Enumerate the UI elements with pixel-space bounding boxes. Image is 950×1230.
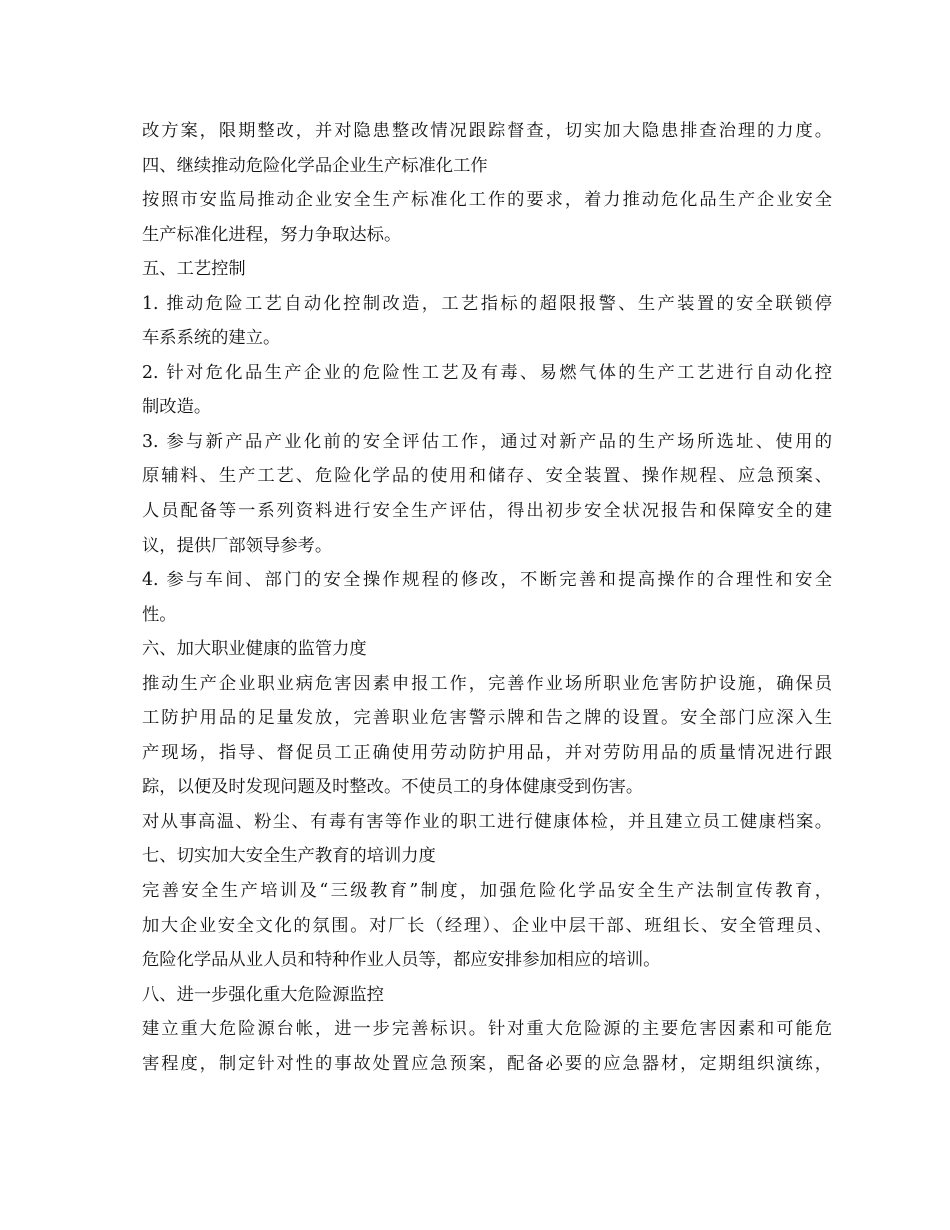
- paragraph-line: 改方案，限期整改，并对隐患整改情况跟踪督查，切实加大隐患排查治理的力度。: [142, 121, 832, 141]
- paragraph-line: 制改造。: [142, 397, 212, 418]
- section-heading: 五、工艺控制: [142, 259, 246, 280]
- paragraph-line: 危险化学品从业人员和特种作业人员等，都应安排参加相应的培训。: [142, 950, 661, 971]
- paragraph-line: 产现场，指导、督促员工正确使用劳动防护用品，并对劳防用品的质量情况进行跟: [142, 742, 832, 763]
- paragraph-line: 3. 参与新产品产业化前的安全评估工作，通过对新产品的生产场所选址、使用的: [142, 431, 832, 452]
- paragraph-line: 工防护用品的足量发放，完善职业危害警示牌和告之牌的设置。安全部门应深入生: [142, 708, 832, 729]
- paragraph-line: 推动生产企业职业病危害因素申报工作，完善作业场所职业危害防护设施，确保员: [142, 673, 832, 694]
- paragraph-line: 人员配备等一系列资料进行安全生产评估，得出初步安全状况报告和保障安全的建: [142, 501, 832, 522]
- paragraph-line: 加大企业安全文化的氛围。对厂长（经理）、企业中层干部、班组长、安全管理员、: [142, 915, 832, 936]
- paragraph-line: 4. 参与车间、部门的安全操作规程的修改，不断完善和提高操作的合理性和安全: [142, 570, 832, 591]
- paragraph-line: 原辅料、生产工艺、危险化学品的使用和储存、安全装置、操作规程、应急预案、: [142, 466, 832, 487]
- document-page: [142, 114, 832, 1081]
- section-heading: 六、加大职业健康的监管力度: [142, 639, 367, 660]
- paragraph-line: 踪，以便及时发现问题及时整改。不使员工的身体健康受到伤害。: [142, 777, 644, 798]
- section-heading: 八、进一步强化重大危险源监控: [142, 984, 384, 1005]
- section-heading: 七、切实加大安全生产教育的培训力度: [142, 846, 436, 867]
- paragraph-line: 2. 针对危化品生产企业的危险性工艺及有毒、易燃气体的生产工艺进行自动化控: [142, 362, 832, 383]
- section-heading: 四、继续推动危险化学品企业生产标准化工作: [142, 155, 488, 176]
- paragraph-line: 车系系统的建立。: [142, 328, 281, 349]
- paragraph-line: 议，提供厂部领导参考。: [142, 535, 333, 556]
- paragraph-line: 建立重大危险源台帐，进一步完善标识。针对重大危险源的主要危害因素和可能危: [142, 1019, 832, 1040]
- paragraph-line: 对从事高温、粉尘、有毒有害等作业的职工进行健康体检，并且建立员工健康档案。: [142, 811, 832, 832]
- paragraph-line: 按照市安监局推动企业安全生产标准化工作的要求，着力推动危化品生产企业安全: [142, 190, 832, 211]
- paragraph-line: 性。: [142, 604, 177, 625]
- paragraph-line: 生产标准化进程，努力争取达标。: [142, 224, 402, 245]
- paragraph-line: 完善安全生产培训及“三级教育”制度，加强危险化学品安全生产法制宣传教育，: [142, 881, 832, 902]
- paragraph-line: 1. 推动危险工艺自动化控制改造，工艺指标的超限报警、生产装置的安全联锁停: [142, 293, 832, 314]
- paragraph-line: 害程度，制定针对性的事故处置应急预案，配备必要的应急器材，定期组织演练，: [142, 1053, 832, 1074]
